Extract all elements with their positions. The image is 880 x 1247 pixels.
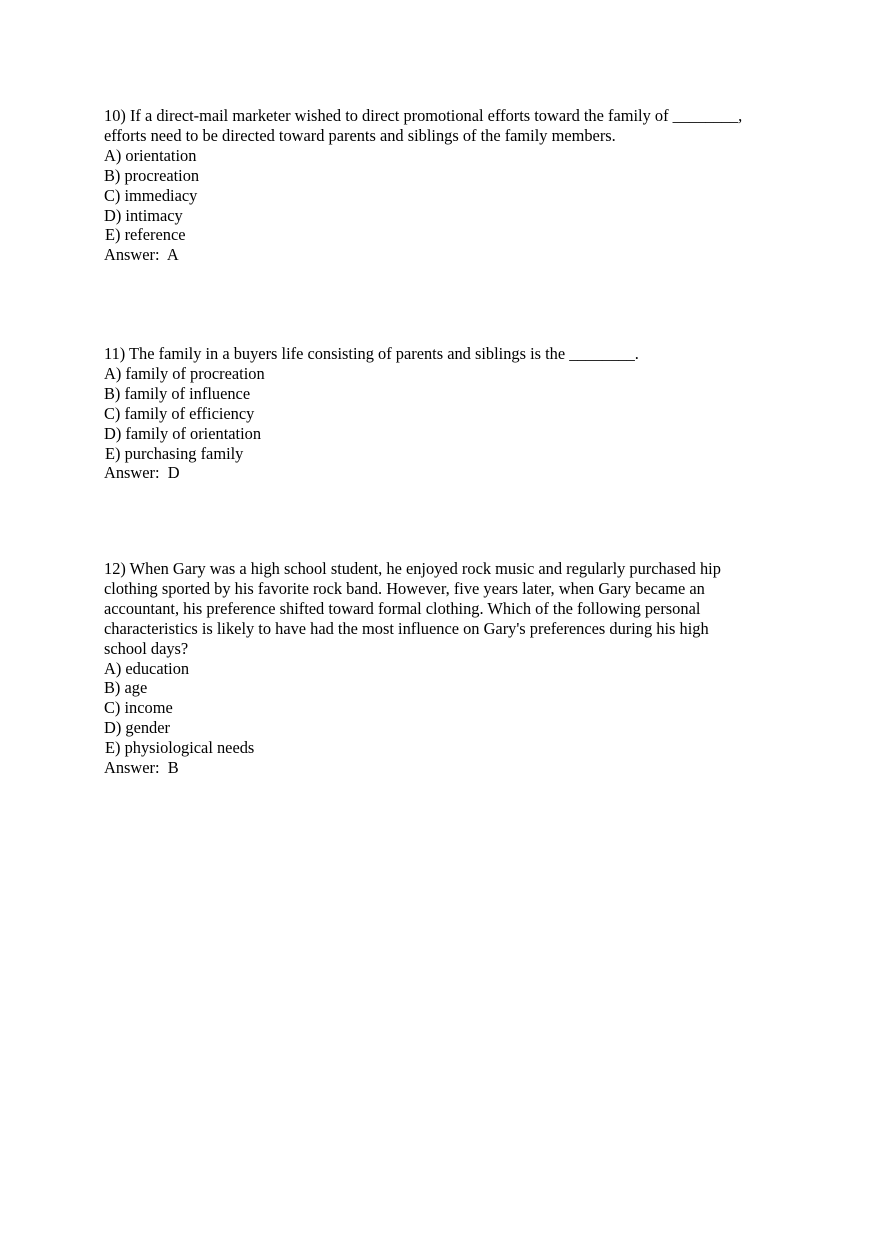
answer-options: [104, 659, 794, 759]
option-c: C) immediacy: [104, 185, 198, 205]
question-stem: [104, 559, 794, 659]
option-b: B) age: [104, 678, 148, 698]
question-stem-line: clothing sported by his favorite rock band. However, five years later, when Gary became an: [104, 578, 705, 598]
option-d: D) gender: [104, 718, 170, 738]
answer-key: Answer: B: [104, 758, 179, 778]
answer-key: Answer: A: [104, 245, 179, 265]
answer-options: [104, 364, 794, 464]
question-11: [104, 344, 794, 483]
option-c: C) income: [104, 698, 173, 718]
option-e: E) purchasing family: [105, 443, 244, 463]
question-stem-line: 10) If a direct-mail marketer wished to direct promotional efforts toward the family of ________,: [104, 106, 743, 125]
option-d: D) intimacy: [104, 205, 183, 225]
option-c: C) family of efficiency: [104, 403, 255, 423]
option-b: B) family of influence: [104, 383, 251, 403]
option-e: E) reference: [105, 225, 186, 245]
question-stem-line: characteristics is likely to have had the most influence on Gary's preferences during his high: [104, 618, 709, 638]
answer-options: [104, 146, 794, 246]
question-stem-line: efforts need to be directed toward parents and siblings of the family members.: [104, 125, 616, 145]
question-stem-line: 11) The family in a buyers life consisting of parents and siblings is the ________.: [104, 344, 639, 363]
answer-key: Answer: D: [104, 463, 180, 483]
question-stem: [104, 344, 794, 364]
question-stem-line: accountant, his preference shifted toward formal clothing. Which of the following personal: [104, 598, 701, 618]
option-d: D) family of orientation: [104, 423, 262, 443]
option-b: B) procreation: [104, 165, 200, 185]
question-stem-line: 12) When Gary was a high school student, he enjoyed rock music and regularly purchased hip: [104, 559, 721, 578]
question-stem-line: school days?: [104, 638, 189, 658]
option-e: E) physiological needs: [105, 738, 255, 758]
question-stem: [104, 106, 794, 146]
question-12: [104, 559, 794, 778]
option-a: A) family of procreation: [104, 363, 265, 383]
option-a: A) education: [104, 658, 190, 678]
option-a: A) orientation: [104, 145, 197, 165]
question-10: [104, 106, 794, 265]
